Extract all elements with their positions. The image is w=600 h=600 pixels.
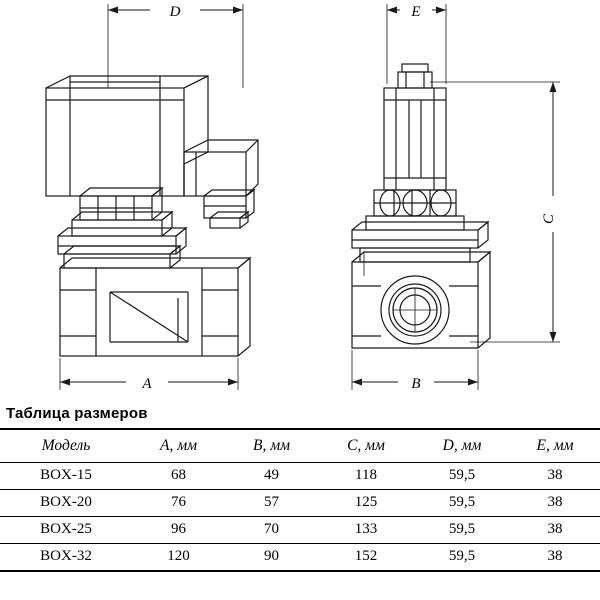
- header-b: B, мм: [225, 429, 318, 463]
- cell-c: 118: [318, 463, 414, 490]
- label-e: E: [411, 4, 421, 20]
- side-view-group: [352, 4, 560, 390]
- side-bonnet: [352, 216, 488, 262]
- table-row: [0, 517, 600, 544]
- table-header-row: [0, 429, 600, 463]
- label-d: D: [169, 4, 181, 20]
- cable-gland: [204, 196, 246, 218]
- table-row: [0, 490, 600, 517]
- cell-e: 38: [510, 463, 600, 490]
- cell-b: 57: [225, 490, 318, 517]
- cell-e: 38: [510, 517, 600, 544]
- cell-c: 125: [318, 490, 414, 517]
- cell-b: 90: [225, 544, 318, 572]
- cell-a: 120: [132, 544, 225, 572]
- table-title: Таблица размеров: [6, 405, 148, 422]
- header-a: A, мм: [132, 429, 225, 463]
- cell-d: 59,5: [414, 517, 510, 544]
- dimension-c: [430, 82, 560, 342]
- header-c: C, мм: [318, 429, 414, 463]
- side-coil-body: [384, 88, 446, 190]
- valve-body: [60, 258, 250, 356]
- cell-model: BOX-15: [0, 463, 132, 490]
- cell-e: 38: [510, 490, 600, 517]
- cell-b: 70: [225, 517, 318, 544]
- cell-a: 96: [132, 517, 225, 544]
- valve-nut-stack: [80, 188, 162, 220]
- cell-model: BOX-20: [0, 490, 132, 517]
- dimensions-table: [0, 428, 600, 572]
- cell-c: 133: [318, 517, 414, 544]
- cell-d: 59,5: [414, 490, 510, 517]
- cell-d: 59,5: [414, 463, 510, 490]
- side-top-nut: [398, 64, 432, 88]
- cell-a: 68: [132, 463, 225, 490]
- cell-d: 59,5: [414, 544, 510, 572]
- cell-model: BOX-25: [0, 517, 132, 544]
- table-row: [0, 463, 600, 490]
- header-model: Модель: [0, 429, 132, 463]
- header-d: D, мм: [414, 429, 510, 463]
- cell-e: 38: [510, 544, 600, 572]
- cell-c: 152: [318, 544, 414, 572]
- label-c: C: [541, 213, 557, 225]
- table-row: [0, 544, 600, 572]
- cell-model: BOX-32: [0, 544, 132, 572]
- side-valve-body: [352, 252, 490, 348]
- dimensions-table-area: [0, 405, 600, 572]
- front-view-group: [46, 4, 258, 390]
- cell-b: 49: [225, 463, 318, 490]
- side-nut-stack: [374, 190, 456, 216]
- valve-bonnet: [58, 212, 186, 268]
- coil-body: [46, 88, 184, 196]
- label-a: A: [142, 376, 152, 392]
- cell-a: 76: [132, 490, 225, 517]
- header-e: E, мм: [510, 429, 600, 463]
- label-b: B: [411, 376, 421, 392]
